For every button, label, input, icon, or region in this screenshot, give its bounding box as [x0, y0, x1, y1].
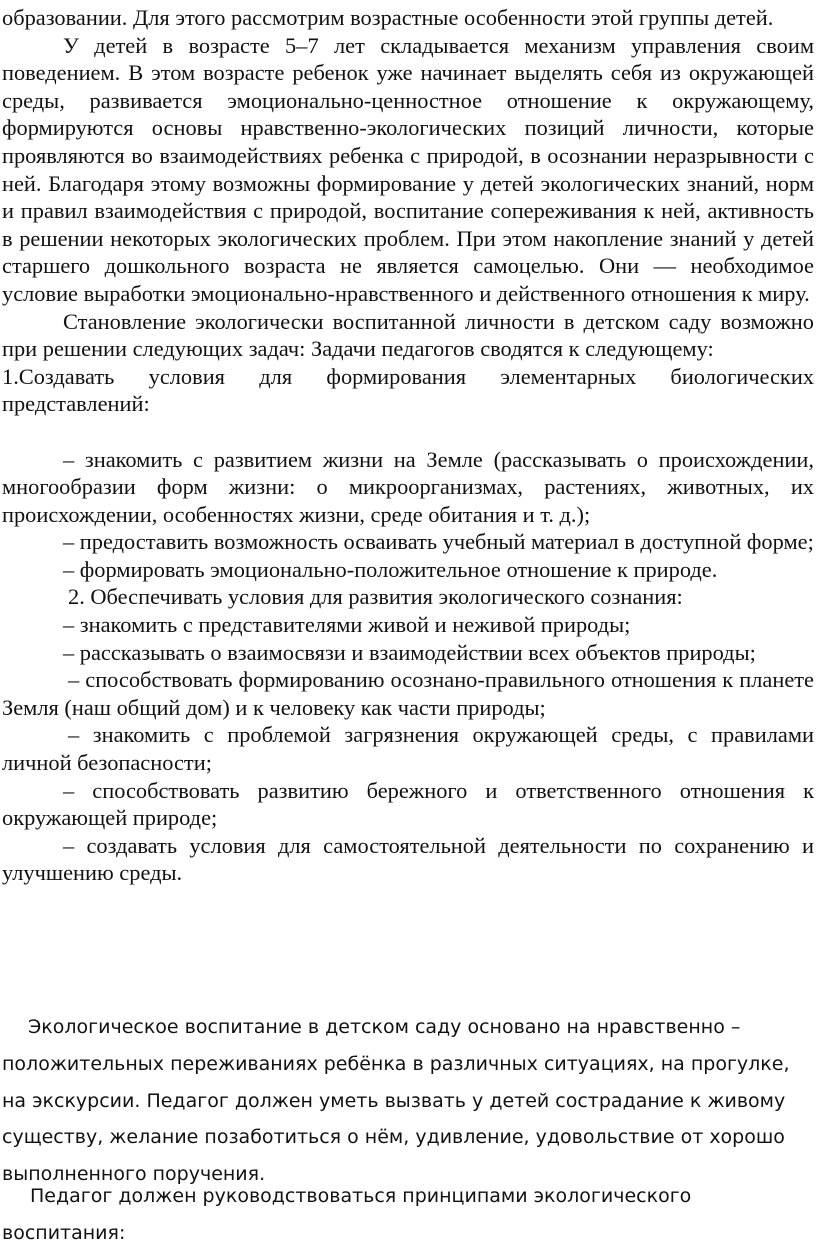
paragraph: Экологическое воспитание в детском саду основано на нравственно – положительных переживаниях ребёнка в различных ситуациях, на прогулке, на экскурсии. Педагог должен уметь вызвать у детей сострадание к живому существу, желание позаботиться о нём, удивление, удовольствие от хорошо выполненного поручения. [2, 1016, 790, 1186]
task-heading: 1.Создавать условия для формирования элементарных биологических представлений: [2, 363, 814, 417]
list-item: – знакомить с представителями живой и неживой природы; [63, 612, 631, 638]
list-item: – формировать эмоционально-положительное отношение к природе. [63, 556, 718, 582]
paragraph: У детей в возрасте 5–7 лет складывается механизм управления своим поведением. В этом возрасте ребенок уже начинает выделять себя из окружающей среды, развивается эмоционально-ценностное отношение к окружающему, формируются основы нравственно-экологических позиций личности, которые проявляются во взаимодействиях ребенка с природой, в осознании неразрывности с ней. Благодаря этому возможны формирование у детей экологических знаний, норм и правил взаимодействия с природой, воспитание сопереживания к ней, активность в решении некоторых экологических проблем. При этом накопление знаний у детей старшего дошкольного возраста не является самоцелью. Они — необходимое условие выработки эмоционально-нравственного и действенного отношения к миру. [2, 32, 814, 306]
list-item: – знакомить с развитием жизни на Земле (рассказывать о происхождении, многообразии форм жизни: о микроорганизмах, растениях, животных, их происхождении, особенностях жизни, среде обитания и т. д.); [2, 446, 814, 527]
sans-paragraph [2, 1009, 814, 1193]
paragraph: образовании. Для этого рассмотрим возрастные особенности этой группы детей. [2, 5, 774, 30]
sans-paragraph [2, 1178, 814, 1252]
paragraph: Педагог должен руководствоваться принципами экологического воспитания: [2, 1185, 692, 1244]
serif-text-block [2, 4, 814, 887]
blank-line [2, 418, 814, 446]
list-item: – способствовать формированию осознано-правильного отношения к планете Земля (наш общий дом) и к человеку как части природы; [2, 667, 814, 720]
list-item: – предоставить возможность осваивать учебный материал в доступной форме; [63, 529, 814, 555]
paragraph: Становление экологически воспитанной личности в детском саду возможно при решении следующих задач: Задачи педагогов сводятся к следующему: [2, 308, 814, 362]
list-item: – рассказывать о взаимосвязи и взаимодействии всех объектов природы; [63, 639, 756, 665]
list-item: – способствовать развитию бережного и ответственного отношения к окружающей природе; [2, 777, 814, 831]
list-item: – знакомить с проблемой загрязнения окружающей среды, с правилами личной безопасности; [2, 722, 814, 776]
task-heading: 2. Обеспечивать условия для развития экологического сознания: [68, 584, 683, 610]
list-item: – создавать условия для самостоятельной деятельности по сохранению и улучшению среды. [2, 832, 814, 886]
